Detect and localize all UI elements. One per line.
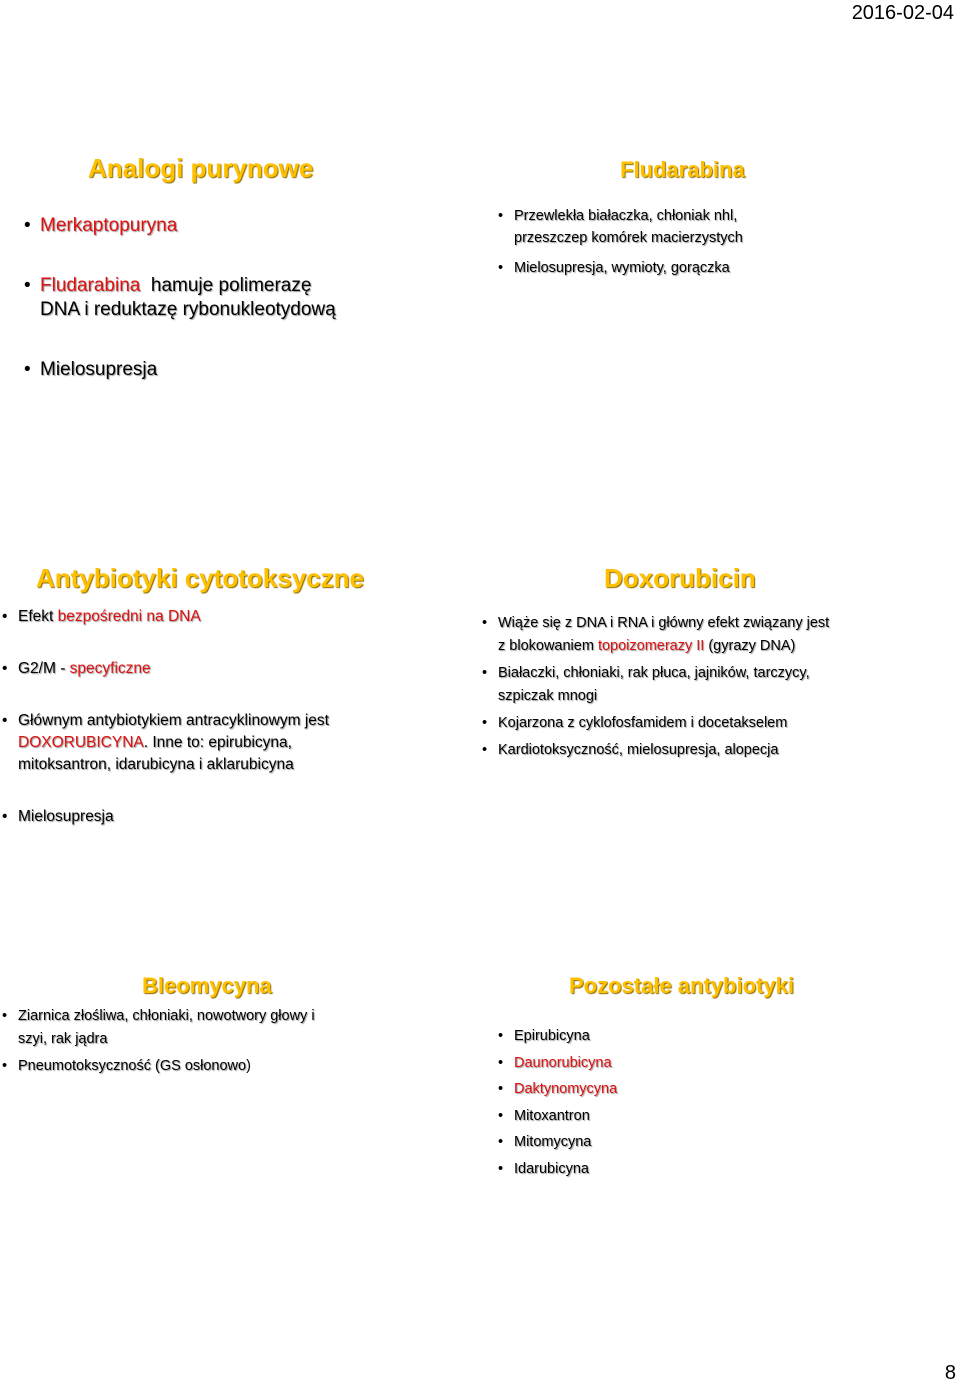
bialaczki-line1: Białaczki, chłoniaki, rak płuca, jajników, tarczycy, [498, 665, 810, 681]
bullet-merkaptopuryna: • Merkaptopuryna [24, 214, 464, 238]
slide2-bullets [498, 205, 938, 279]
bullet-pneumotoksycznosc [2, 1055, 472, 1078]
wiaze-line2b: (gyrazy DNA) [704, 638, 796, 654]
wiaze-line2a: z blokowaniem [498, 638, 598, 654]
slide-title-pozostale: Pozostałe antybiotyki [569, 973, 794, 998]
pneumo-close: ) [246, 1058, 251, 1074]
przewlekla-line1: Przewlekła białaczka, chłoniak nhl, [514, 208, 738, 224]
slide-title-bleomycyna: Bleomycyna [142, 973, 272, 998]
bullet-g2m [2, 658, 472, 680]
list-item-daktynomycyna: • Daktynomycyna [498, 1076, 798, 1103]
bullet-glownym [2, 710, 472, 776]
efekt-a: Efekt [18, 608, 58, 625]
przewlekla-line2: przeszczep komórek macierzystych [514, 230, 743, 246]
bullet-kojarzona: • Kojarzona z cyklofosfamidem i docetakselem [482, 712, 952, 735]
efekt-red: bezpośredni na DNA [57, 608, 201, 625]
bullet-kardiotoksycznosc: • Kardiotoksyczność, mielosupresja, alopecja [482, 739, 952, 762]
glownym-line2: . Inne to: epirubicyna, [143, 734, 292, 751]
bullet-przewlekla [498, 205, 938, 249]
page-date: 2016-02-04 [851, 2, 954, 24]
page-number: 8 [944, 1362, 956, 1384]
slide-title-fludarabina: Fludarabina [620, 157, 745, 182]
fludarabina-term: Fludarabina [40, 275, 141, 296]
glownym-line1: Głównym antybiotykiem antracyklinowym jest [18, 712, 329, 729]
slide1-bullets [24, 214, 464, 382]
bialaczki-line2: szpiczak mnogi [498, 688, 598, 704]
wiaze-line1: Wiąże się z DNA i RNA i główny efekt związany jest [498, 615, 830, 631]
fludarabina-line2: DNA i reduktazę rybonukleotydową [40, 299, 336, 320]
ziarnica-line2: szyi, rak jądra [18, 1031, 108, 1047]
list-item-mitomycyna: • Mitomycyna [498, 1129, 798, 1156]
g2m-a: G2/M - [18, 660, 70, 677]
g2m-red: specyficzne [69, 660, 151, 677]
pneumo-text: Pneumotoksyczność (GS osłonowo [18, 1058, 247, 1074]
bullet-mielosupresja-3: • Mielosupresja [2, 806, 472, 828]
bullet-ziarnica [2, 1005, 472, 1051]
slide3-bullets [2, 606, 472, 828]
slide-title-antybiotyki: Antybiotyki cytotoksyczne [36, 563, 364, 593]
list-item-epirubicyna: • Epirubicyna [498, 1023, 798, 1050]
ziarnica-line1: Ziarnica złośliwa, chłoniaki, nowotwory głowy i [18, 1008, 315, 1024]
bullet-wiaze [482, 612, 952, 658]
slide6-bullets [498, 1023, 798, 1182]
slide-title-doxorubicin: Doxorubicin [604, 563, 756, 593]
bullet-bialaczki [482, 662, 952, 708]
list-item-daunorubicyna: • Daunorubicyna [498, 1050, 798, 1077]
slide-title-analogi: Analogi purynowe [88, 153, 314, 183]
slide5-bullets [2, 1005, 472, 1078]
bullet-fludarabina [24, 274, 464, 322]
fludarabina-rest: hamuje polimerazę [140, 275, 312, 296]
slide4-bullets [482, 612, 952, 762]
glownym-line3: mitoksantron, idarubicyna i aklarubicyna [18, 756, 294, 773]
bullet-mielosupresja-1: • Mielosupresja [24, 358, 464, 382]
bullet-mielosupresja-2: • Mielosupresja, wymioty, gorączka [498, 257, 938, 279]
doxorubicyna-term: DOXORUBICYNA [18, 734, 144, 751]
list-item-mitoxantron: • Mitoxantron [498, 1103, 798, 1130]
bullet-efekt [2, 606, 472, 628]
topoizomerazy-term: topoizomerazy II [597, 638, 705, 654]
list-item-idarubicyna: • Idarubicyna [498, 1156, 798, 1183]
